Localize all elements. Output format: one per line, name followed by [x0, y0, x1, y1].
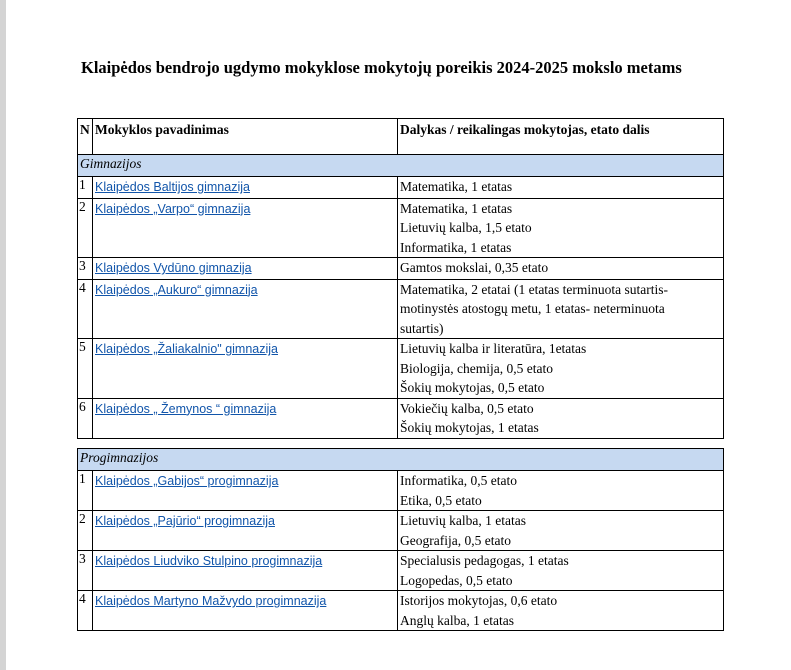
subject-line: Anglų kalba, 1 etatas [400, 612, 514, 628]
subject-cell [398, 591, 724, 631]
table-row [78, 339, 724, 399]
school-name-cell [93, 398, 398, 438]
row-number: 3 [78, 258, 93, 280]
subject-cell [398, 198, 724, 258]
school-name-cell [93, 471, 398, 511]
table-row [78, 398, 724, 438]
school-name-cell [93, 339, 398, 399]
subject-line: Istorijos mokytojas, 0,6 etato [400, 593, 558, 608]
subject-line: Etika, 0,5 etato [400, 492, 482, 508]
school-link[interactable]: Klaipėdos „ Žemynos “ gimnazija [95, 401, 277, 416]
school-link[interactable]: Klaipėdos „Pajūrio“ progimnazija [95, 514, 275, 528]
subject-line: Vokiečių kalba, 0,5 etato [400, 400, 534, 416]
table-row [78, 511, 724, 551]
subject-line: Gamtos mokslai, 0,35 etato [400, 260, 549, 275]
school-name-cell [93, 551, 398, 591]
subject-line: Šokių mokytojas, 1 etatas [400, 420, 539, 435]
school-link[interactable]: Klaipėdos „Gabijos“ progimnazija [95, 474, 279, 488]
subject-line: Šokių mokytojas, 0,5 etato [400, 380, 545, 395]
school-link[interactable]: Klaipėdos Baltijos gimnazija [95, 180, 250, 194]
subject-cell [398, 511, 724, 551]
header-school-name: Mokyklos pavadinimas [93, 119, 398, 155]
school-link[interactable]: Klaipėdos „Aukuro“ gimnazija [95, 282, 258, 297]
subject-cell [398, 177, 724, 199]
table-row [78, 591, 724, 631]
row-number: 3 [78, 551, 93, 591]
table-header-row [78, 119, 724, 155]
subject-line: Matematika, 2 etatai (1 etatas terminuota sutartis- [400, 281, 669, 297]
subject-line: Matematika, 1 etatas [400, 200, 513, 216]
row-number: 2 [78, 198, 93, 258]
page-left-edge [0, 0, 6, 670]
school-name-cell [93, 279, 398, 339]
subject-line: Lietuvių kalba, 1 etatas [400, 513, 526, 528]
subject-line: Logopedas, 0,5 etato [400, 572, 513, 588]
table-row [78, 551, 724, 591]
school-name-cell [93, 177, 398, 199]
school-link[interactable]: Klaipėdos Martyno Mažvydo progimnazija [95, 594, 327, 608]
gimnazijos-table [77, 118, 724, 439]
header-subject: Dalykas / reikalingas mokytojas, etato dalis [398, 119, 724, 155]
row-number: 4 [78, 591, 93, 631]
row-number: 4 [78, 279, 93, 339]
school-name-cell [93, 198, 398, 258]
subject-cell [398, 279, 724, 339]
subject-cell [398, 471, 724, 511]
row-number: 5 [78, 339, 93, 399]
row-number: 1 [78, 471, 93, 511]
subject-cell [398, 339, 724, 399]
subject-line: Specialusis pedagogas, 1 etatas [400, 553, 569, 568]
subject-cell [398, 398, 724, 438]
row-number: 6 [78, 398, 93, 438]
subject-line: Biologija, chemija, 0,5 etato [400, 360, 553, 376]
section-row-progimnazijos [78, 449, 724, 471]
school-link[interactable]: Klaipėdos „Varpo“ gimnazija [95, 201, 251, 216]
table-row [78, 258, 724, 280]
subject-line: Informatika, 0,5 etato [400, 473, 517, 488]
subject-line: Lietuvių kalba, 1,5 etato [400, 220, 532, 235]
table-row [78, 198, 724, 258]
header-number: N [78, 119, 93, 155]
section-label: Gimnazijos [78, 155, 724, 177]
subject-line: Geografija, 0,5 etato [400, 532, 511, 548]
subject-line: Lietuvių kalba ir literatūra, 1etatas [400, 341, 587, 356]
section-row-gimnazijos [78, 155, 724, 177]
document-title: Klaipėdos bendrojo ugdymo mokyklose mokytojų poreikis 2024-2025 mokslo metams [81, 58, 682, 77]
school-link[interactable]: Klaipėdos Liudviko Stulpino progimnazija [95, 554, 323, 568]
progimnazijos-table [77, 448, 724, 631]
subject-line: Informatika, 1 etatas [400, 239, 512, 255]
subject-line: motinystės atostogų metu, 1 etatas- neterminuota [400, 301, 665, 316]
row-number: 1 [78, 177, 93, 199]
table-row [78, 471, 724, 511]
section-body [78, 177, 724, 439]
row-number: 2 [78, 511, 93, 551]
section-label: Progimnazijos [78, 449, 724, 471]
school-name-cell [93, 511, 398, 551]
subject-line: sutartis) [400, 320, 444, 336]
school-link[interactable]: Klaipėdos Vydūno gimnazija [95, 261, 252, 275]
school-name-cell [93, 258, 398, 280]
section-body [78, 471, 724, 631]
table-row [78, 177, 724, 199]
subject-cell [398, 258, 724, 280]
school-name-cell [93, 591, 398, 631]
school-link[interactable]: Klaipėdos „Žaliakalnio" gimnazija [95, 342, 279, 356]
table-row [78, 279, 724, 339]
subject-cell [398, 551, 724, 591]
subject-line: Matematika, 1 etatas [400, 179, 513, 194]
